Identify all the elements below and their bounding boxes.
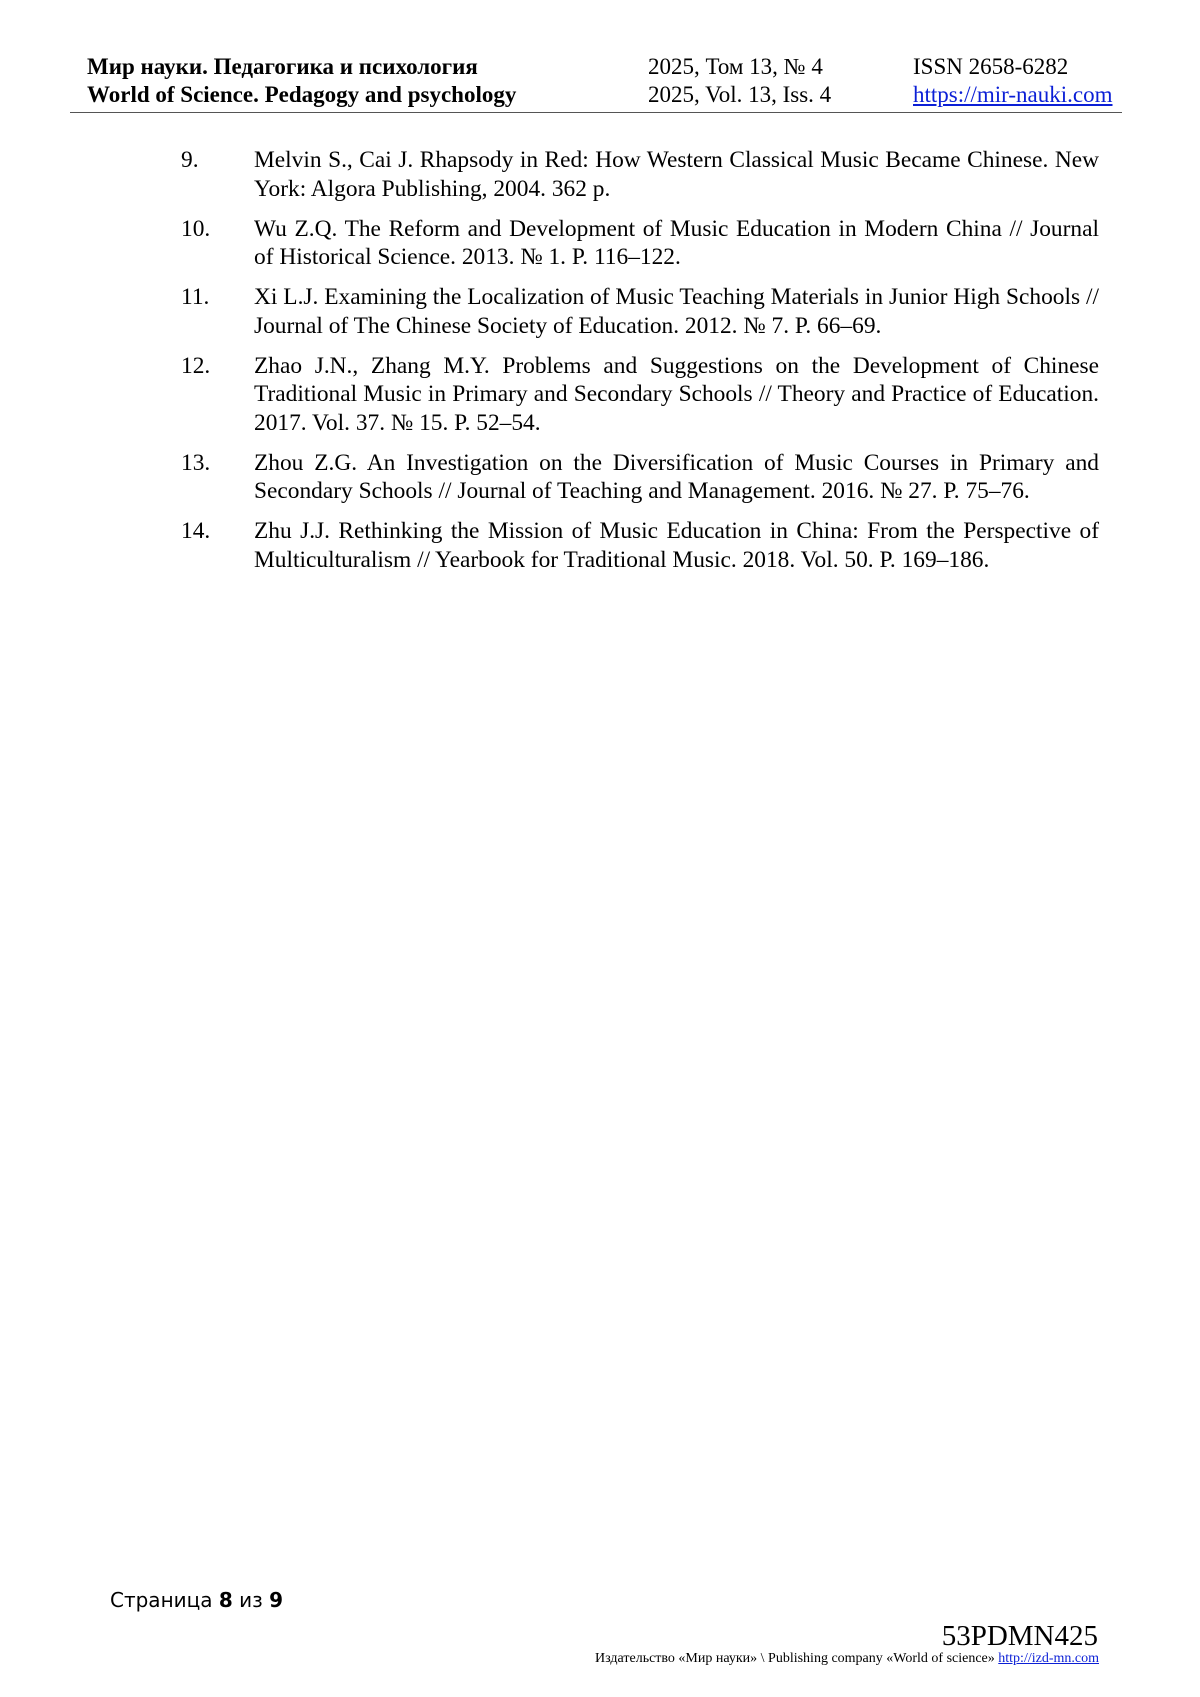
reference-text: Zhou Z.G. An Investigation on the Diversification of Music Courses in Primary and Secondary Schools // Journal of Teaching and Management. 2016. № 27. P. 75–76. xyxy=(254,449,1099,504)
journal-title-ru: Мир науки. Педагогика и психология xyxy=(87,54,478,79)
page-header xyxy=(70,52,1122,113)
reference-text: Wu Z.Q. The Reform and Development of Music Education in Modern China // Journal of Historical Science. 2013. № 1. P. 116–122. xyxy=(254,215,1099,270)
reference-text: Zhu J.J. Rethinking the Mission of Music Education in China: From the Perspective of Multiculturalism // Yearbook for Traditional Music. 2018. Vol. 50. P. 169–186. xyxy=(254,518,1099,573)
publisher-text: Издательство «Мир науки» \ Publishing company «World of science» xyxy=(595,1651,995,1666)
reference-number: 14. xyxy=(181,518,211,544)
reference-item xyxy=(181,283,1099,340)
page-counter-separator: из xyxy=(239,1588,263,1612)
page-counter-prefix: Страница xyxy=(110,1588,213,1612)
reference-number: 10. xyxy=(181,215,211,242)
journal-url-link[interactable]: https://mir-nauki.com xyxy=(913,82,1113,107)
reference-item xyxy=(181,215,1099,272)
page-counter xyxy=(110,1587,283,1613)
issn: ISSN 2658-6282 xyxy=(913,54,1069,79)
reference-item xyxy=(181,352,1099,438)
publisher-url-link[interactable]: http://izd-mn.com xyxy=(998,1651,1099,1666)
reference-number: 9. xyxy=(181,147,199,173)
issue-info-en: 2025, Vol. 13, Iss. 4 xyxy=(648,82,832,107)
reference-text: Melvin S., Cai J. Rhapsody in Red: How Western Classical Music Became Chinese. New York: Algora Publishing, 2004. 362 p. xyxy=(254,147,1099,202)
page-total: 9 xyxy=(269,1588,284,1612)
reference-number: 12. xyxy=(181,352,211,379)
reference-number: 13. xyxy=(181,449,211,476)
reference-item xyxy=(181,449,1099,506)
article-code: 53PDMN425 xyxy=(941,1620,1098,1652)
reference-text: Xi L.J. Examining the Localization of Music Teaching Materials in Junior High Schools // Journal of The Chinese Society of Education. 2012. № 7. P. 66–69. xyxy=(254,284,1099,339)
reference-list xyxy=(181,146,1099,586)
reference-text: Zhao J.N., Zhang M.Y. Problems and Suggestions on the Development of Chinese Traditional Music in Primary and Secondary Schools // Theory and Practice of Education. 2017. Vol. 37. № 15. P. 52–54. xyxy=(254,352,1099,436)
page-current: 8 xyxy=(218,1588,233,1612)
reference-number: 11. xyxy=(181,284,210,310)
journal-title-en: World of Science. Pedagogy and psychology xyxy=(87,82,517,107)
reference-item xyxy=(181,146,1099,203)
publisher-line xyxy=(595,1650,1099,1668)
reference-item xyxy=(181,517,1099,574)
issue-info-ru: 2025, Том 13, № 4 xyxy=(648,54,823,79)
